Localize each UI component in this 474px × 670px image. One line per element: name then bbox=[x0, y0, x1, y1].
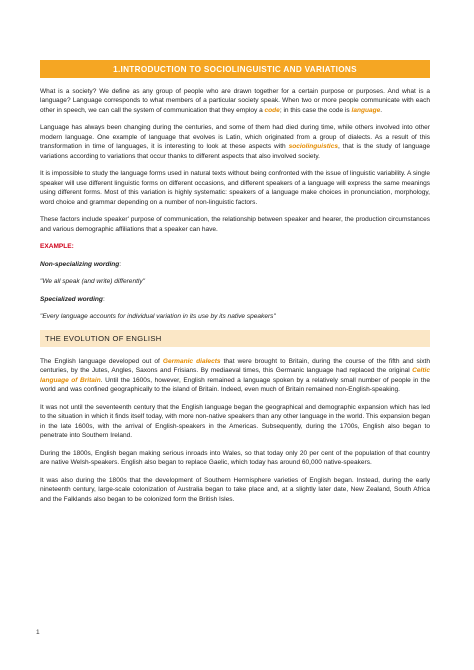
example-label: EXAMPLE: bbox=[40, 243, 74, 251]
colon: : bbox=[119, 260, 122, 268]
text-run: . Until the 1600s, however, English remained a language spoken by a relatively small number of people in the world and was confined geographically to the island of Britain. Indeed, even much of Britain remained non-English-speaking. bbox=[40, 376, 430, 394]
text-run: What is a society? We define as any group of people who are drawn together for a certain purpose or purposes. And what is a language? Language corresponds to what members of a particular society speak. When two or more people communicate with each other in speech, we can call the system of communication that they employ a bbox=[40, 88, 430, 114]
paragraph-southern-hemisphere: It was also during the 1800s that the development of Southern Hermisphere varieties of English began. Instead, during the early nineteenth century, large-scale colonization of Australia began to take place and, at a slightly later date, New Zealand, South Africa and the Falklands also began to be colonized form the British Isles. bbox=[40, 476, 430, 503]
chapter-title: 1.INTRODUCTION TO SOCIOLINGUISTIC AND VARIATIONS bbox=[40, 60, 430, 78]
specialized-quote: "Every language accounts for individual variation in its use by its native speakers" bbox=[40, 313, 276, 321]
paragraph-variability: It is impossible to study the language forms used in natural texts without being confronted with the issue of linguistic variability. A single speaker will use different linguistic forms on different occasions, and different speakers of a language will express the same meanings using different forms. Most of this variation is highly systematic: speakers of a language make choices in pronunciation, morphology, word choice and grammar depending on a number of non-linguistic factors. bbox=[40, 170, 430, 206]
text-run: Language has always been changing during the centuries, and some of them had died during time, while others involved into other modern language. One example of language that evolves is Latin, which originated from a group of dialects. As a result of this transformation in time of languages, it is interesting to look at these aspects with bbox=[40, 124, 430, 151]
paragraph-germanic-origins bbox=[40, 357, 430, 395]
colon: : bbox=[102, 295, 105, 303]
specialized-label: Specialized wording bbox=[40, 295, 103, 303]
term-celtic-language: Celtic language of Britain bbox=[40, 367, 430, 384]
term-sociolinguistics: sociolinguistics bbox=[288, 143, 339, 151]
text-run: ; in this case the code is bbox=[279, 106, 352, 114]
paragraph-1800s: During the 1800s, English began making serious inroads into Wales, so that today only 20 per cent of the population of that country are native Welsh-speakers. English also began to replace Gaelic, which today has around 60,000 native-speakers. bbox=[40, 449, 430, 467]
paragraph-expansion: It was not until the seventeenth century that the English language began the geographical and demographic expansion which has led to the situation in which it finds itself today, with more non-native speakers than any other language in the world. This expansion began in the late 1600s, with the arrival of English-speakers in the Americas. Subsequently, during the 1700s, English also began to penetrate into Southern Ireland. bbox=[40, 403, 430, 440]
term-language: language bbox=[351, 106, 381, 114]
section-title: THE EVOLUTION OF ENGLISH bbox=[40, 330, 430, 347]
paragraph-language-change bbox=[40, 123, 430, 161]
non-specializing-quote: "We all speak (and write) differently" bbox=[40, 278, 145, 286]
text-run: . bbox=[380, 106, 383, 114]
term-code: code bbox=[264, 106, 280, 114]
document-page bbox=[40, 60, 430, 512]
text-run: The English language developed out of bbox=[40, 357, 163, 365]
text-run: , that is the study of language variations according to variations that occur thanks to different aspects that also involved society. bbox=[40, 143, 430, 160]
non-specializing-label-line bbox=[40, 260, 430, 269]
page-number: 1 bbox=[36, 629, 40, 636]
term-germanic-dialects: Germanic dialects bbox=[162, 357, 221, 365]
specialized-label-line bbox=[40, 295, 430, 304]
paragraph-society bbox=[40, 87, 430, 115]
text-run: that were brought to Britain, during the course of the fifth and sixth centuries, by the Jutes, Angles, Saxons and Frisians. By mediaeval times, this Germanic language had replaced the original bbox=[40, 357, 430, 375]
non-specializing-label: Non-specializing wording bbox=[40, 260, 120, 268]
paragraph-factors: These factors include speaker' purpose of communication, the relationship between speaker and hearer, the production circumstances and various demographic affiliations that a speaker can have. bbox=[40, 216, 430, 233]
